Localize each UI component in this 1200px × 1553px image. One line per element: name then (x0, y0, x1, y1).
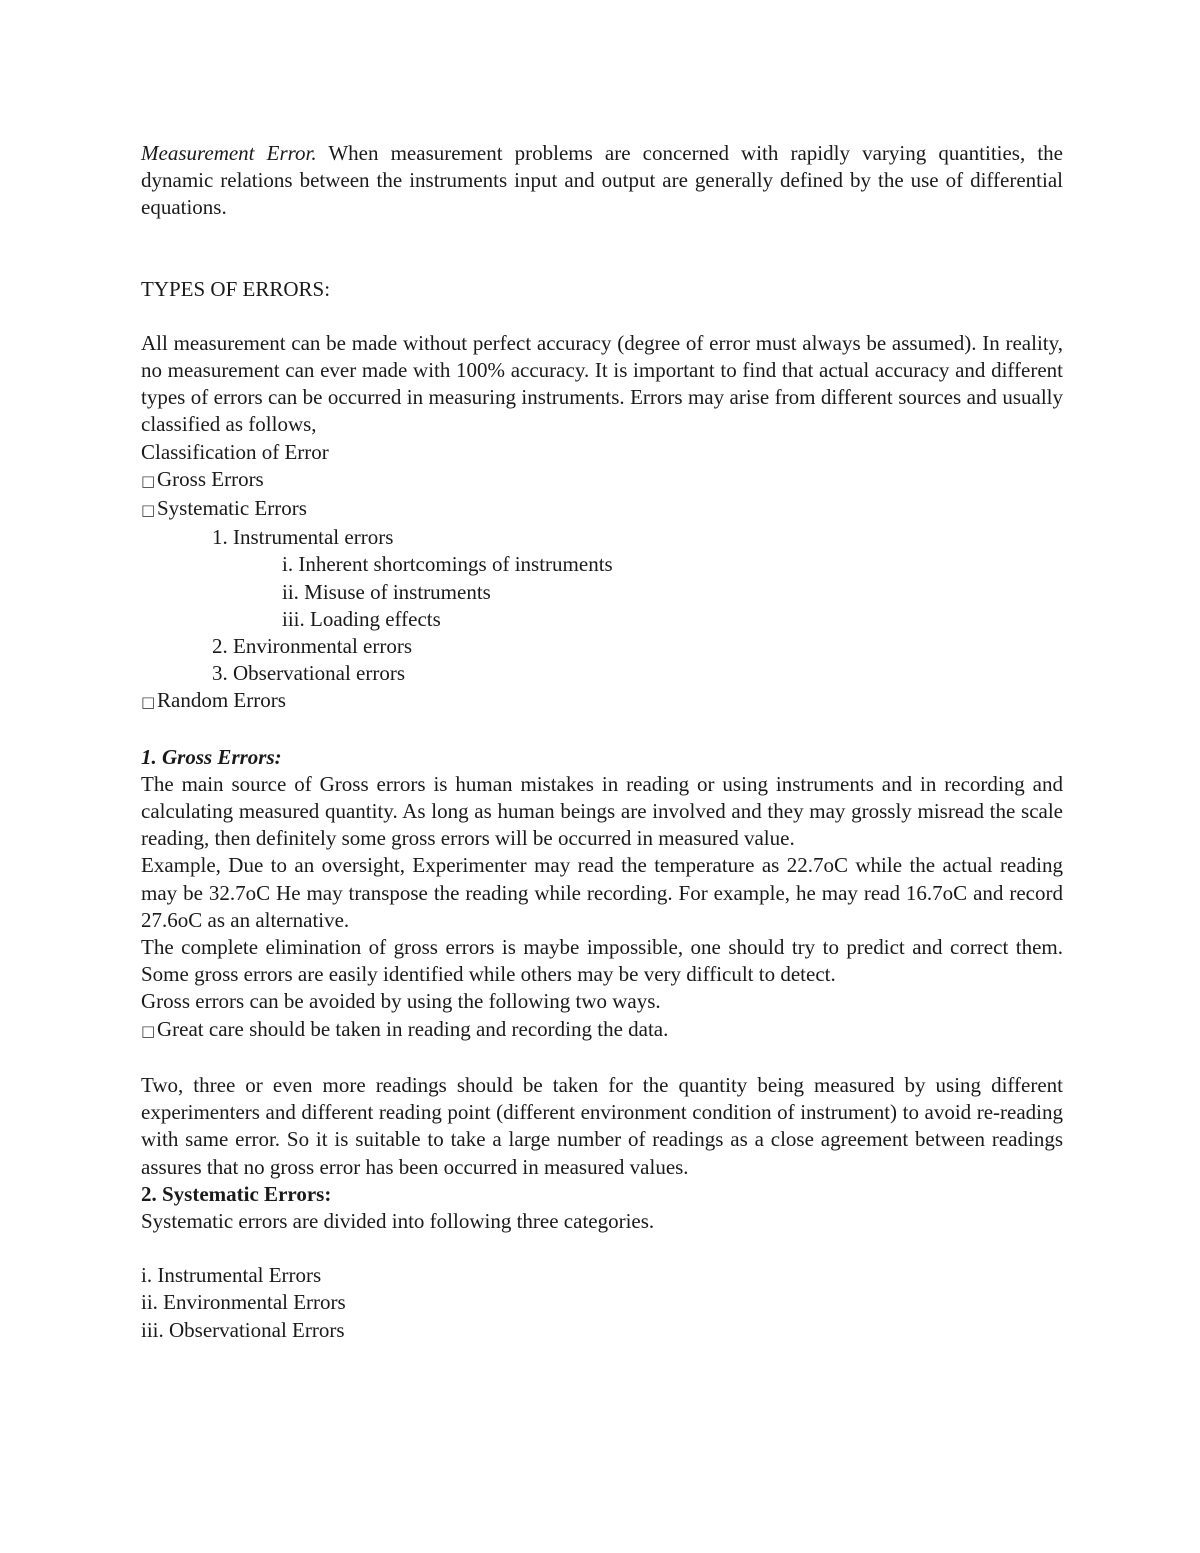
intro-term: Measurement Error. (141, 141, 317, 165)
systematic-item-3: iii. Observational Errors (141, 1317, 345, 1342)
bullet-icon: □ (141, 501, 156, 520)
classification-instrumental: 1. Instrumental errors (212, 525, 394, 550)
gross-paragraph-3: The complete elimination of gross errors is maybe impossible, one should try to predict and correct them. Some gross errors are easily identified while others may be very difficult to detect. (141, 935, 1063, 987)
classification-misuse: ii. Misuse of instruments (282, 579, 491, 604)
bullet-icon: □ (141, 1021, 156, 1040)
gross-bullet: □Great care should be taken in reading and recording the data. (141, 1016, 1063, 1045)
gross-paragraph-4: Gross errors can be avoided by using the following two ways. (141, 989, 661, 1014)
intro-text: When measurement problems are concerned with rapidly varying quantities, the dynamic relations between the instruments input and output are generally defined by the use of differential equations. (141, 141, 1063, 220)
classification-systematic: □Systematic Errors (141, 495, 1063, 524)
classification-environmental: 2. Environmental errors (212, 634, 413, 659)
spacer (141, 717, 1063, 744)
classification-inherent: i. Inherent shortcomings of instruments (282, 552, 613, 577)
gross-paragraph-1: The main source of Gross errors is human mistakes in reading or using instruments and in recording and calculating measured quantity. As long as human beings are involved and they may grossly misread the scale reading, then definitely some gross errors will be occurred in measured value. (141, 771, 1063, 851)
spacer (141, 1045, 1063, 1072)
classification-observational: 3. Observational errors (212, 661, 406, 686)
systematic-item-2: ii. Environmental Errors (141, 1290, 346, 1315)
classification-random: □Random Errors (141, 687, 1063, 716)
classification-gross: □Gross Errors (141, 466, 1063, 495)
gross-paragraph-5: Two, three or even more readings should be taken for the quantity being measured by using different experimenters and different reading point (different environment condition of instrument) to avoid re-reading with same error. So it is suitable to take a large number of readings as a close agreement between readings assures that no gross error has been occurred in measured values. (141, 1072, 1063, 1179)
spacer (141, 222, 1063, 276)
types-paragraph: All measurement can be made without perfect accuracy (degree of error must always be assumed). In reality, no measurement can ever made with 100% accuracy. It is important to find that actual accuracy and different types of errors can be occurred in measuring instruments. Errors may arise from different sources and usually classified as follows, (141, 330, 1063, 437)
intro-paragraph (141, 140, 1063, 222)
classification-title: Classification of Error (141, 439, 329, 464)
bullet-icon: □ (141, 471, 156, 490)
types-heading: TYPES OF ERRORS: (141, 276, 331, 301)
systematic-heading: 2. Systematic Errors: (141, 1181, 332, 1206)
systematic-intro: Systematic errors are divided into following three categories. (141, 1208, 655, 1233)
gross-paragraph-2: Example, Due to an oversight, Experimenter may read the temperature as 22.7oC while the actual reading may be 32.7oC He may transpose the reading while recording. For example, he may read 16.7oC and record 27.6oC as an alternative. (141, 853, 1063, 932)
bullet-icon: □ (141, 693, 156, 712)
classification-loading: iii. Loading effects (282, 606, 441, 631)
spacer (141, 1235, 1063, 1262)
systematic-item-1: i. Instrumental Errors (141, 1263, 322, 1288)
spacer (141, 303, 1063, 330)
gross-heading: 1. Gross Errors: (141, 744, 282, 769)
